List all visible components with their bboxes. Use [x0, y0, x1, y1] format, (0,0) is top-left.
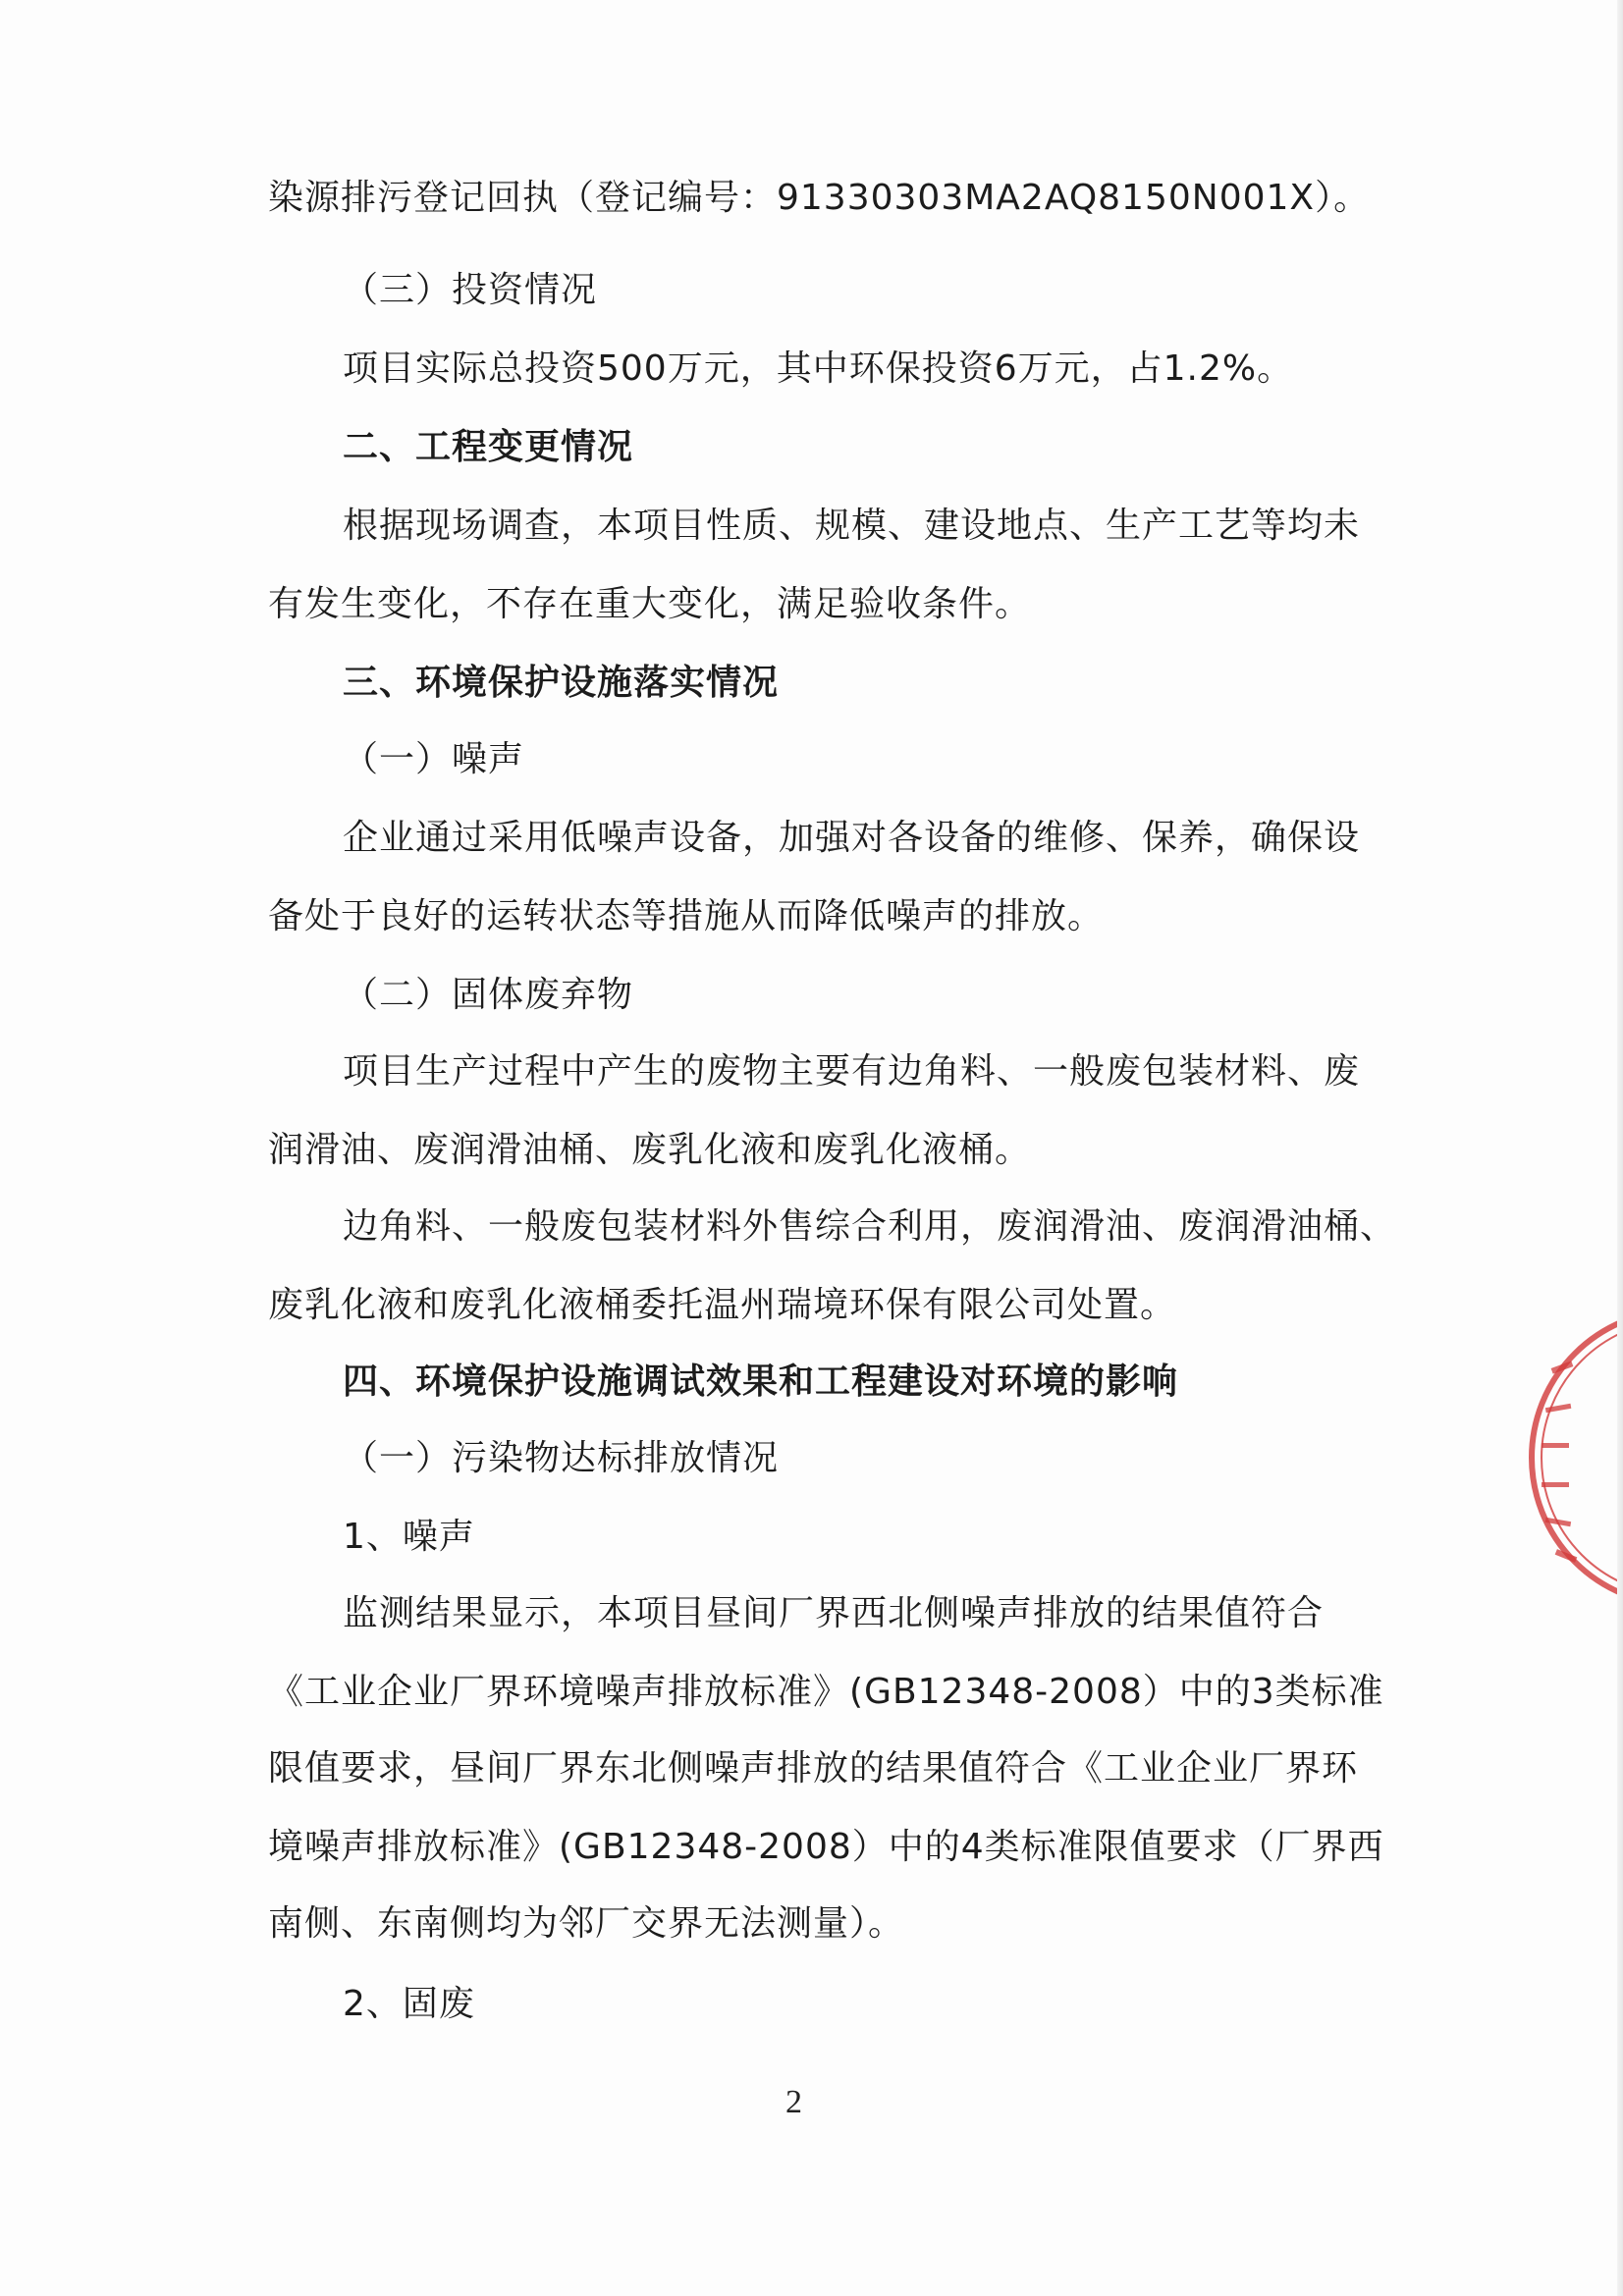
section-heading-effects: 四、环境保护设施调试效果和工程建设对环境的影响: [343, 1362, 1179, 1402]
section-heading-facilities: 三、环境保护设施落实情况: [343, 663, 780, 703]
item-solid-waste: 2、固废: [343, 1984, 475, 2024]
page-number: 2: [785, 2084, 802, 2120]
section-heading-investment: （三）投资情况: [343, 270, 598, 310]
seal-stamp: [1512, 1296, 1623, 1620]
text-line-noise-2: 备处于良好的运转状态等措施从而降低噪声的排放。: [268, 896, 1105, 936]
text-line-waste-3: 边角料、一般废包装材料外售综合利用，废润滑油、废润滑油桶、: [343, 1206, 1397, 1247]
text-line-investment: 项目实际总投资500万元，其中环保投资6万元，占1.2%。: [343, 348, 1294, 389]
text-line-monitor-3: 限值要求，昼间厂界东北侧噪声排放的结果值符合《工业企业厂界环: [268, 1748, 1359, 1789]
text-line-changes-1: 根据现场调查，本项目性质、规模、建设地点、生产工艺等均未: [343, 506, 1361, 546]
scan-edge-shadow: [1617, 0, 1623, 2296]
text-line-monitor-5: 南侧、东南侧均为邻厂交界无法测量）。: [268, 1903, 905, 1944]
subheading-solid-waste: （二）固体废弃物: [343, 975, 634, 1015]
text-line-monitor-1: 监测结果显示，本项目昼间厂界西北侧噪声排放的结果值符合: [343, 1593, 1325, 1633]
text-line-waste-1: 项目生产过程中产生的废物主要有边角料、一般废包装材料、废: [343, 1051, 1361, 1092]
subheading-noise: （一）噪声: [343, 739, 525, 779]
text-line-waste-2: 润滑油、废润滑油桶、废乳化液和废乳化液桶。: [268, 1130, 1032, 1170]
subheading-pollutants: （一）污染物达标排放情况: [343, 1438, 780, 1478]
section-heading-changes: 二、工程变更情况: [343, 427, 634, 467]
text-line-changes-2: 有发生变化，不存在重大变化，满足验收条件。: [268, 584, 1032, 624]
text-line-noise-1: 企业通过采用低噪声设备，加强对各设备的维修、保养，确保设: [343, 818, 1361, 858]
text-line-monitor-4: 境噪声排放标准》(GB12348-2008）中的4类标准限值要求（厂界西: [268, 1827, 1384, 1867]
text-line-waste-4: 废乳化液和废乳化液桶委托温州瑞境环保有限公司处置。: [268, 1285, 1177, 1325]
text-line-monitor-2: 《工业企业厂界环境噪声排放标准》(GB12348-2008）中的3类标准: [268, 1672, 1384, 1712]
item-noise: 1、噪声: [343, 1517, 475, 1557]
text-line-1: 染源排污登记回执（登记编号：91330303MA2AQ8150N001X）。: [268, 178, 1371, 218]
